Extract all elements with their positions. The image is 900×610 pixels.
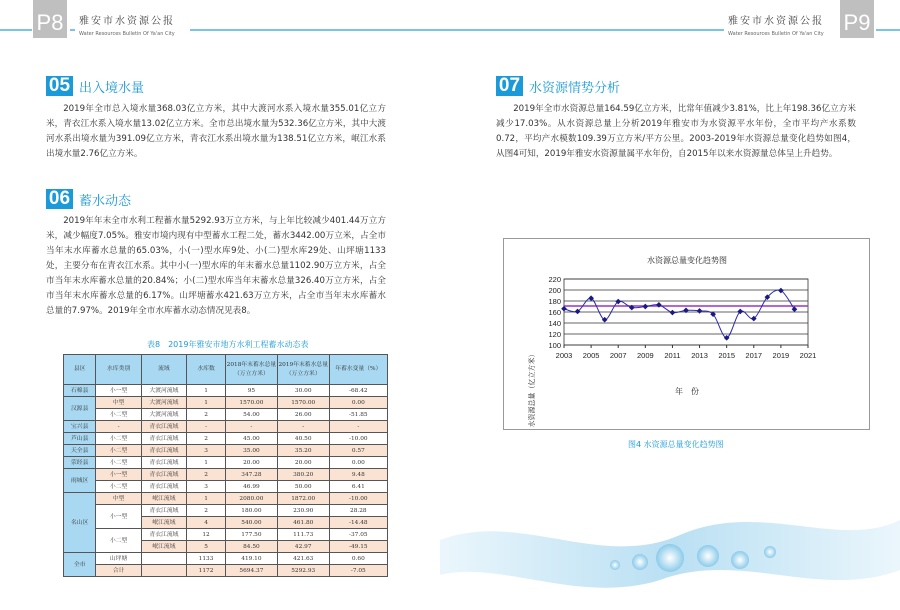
x-tick-label: 2011 (664, 351, 681, 360)
x-tick-label: 2017 (745, 351, 763, 360)
x-tick-label: 2005 (582, 351, 600, 360)
storage-2019-cell: 40.50 (277, 433, 329, 445)
table-row (64, 409, 388, 421)
section-title: 水资源情势分析 (529, 80, 621, 96)
column-header: 2018年末蓄水总量（万立方米） (225, 355, 277, 385)
water-splash-decoration (440, 480, 900, 610)
storage-2018-cell: 2080.00 (225, 493, 277, 505)
storage-2018-cell: 95 (225, 385, 277, 397)
y-tick-label: 160 (548, 308, 561, 317)
table-row (64, 433, 388, 445)
reservoir-count-cell: - (187, 421, 226, 433)
column-header: 年蓄水变量（%） (329, 355, 387, 385)
district-cell: 宝兴县 (64, 421, 96, 433)
table-row (64, 565, 388, 577)
district-cell: 全市 (64, 553, 96, 577)
storage-2019-cell: 26.00 (277, 409, 329, 421)
reservoir-type-cell: 小二型 (96, 457, 141, 469)
district-cell: 名山区 (64, 493, 96, 553)
reservoir-count-cell: 1133 (187, 553, 226, 565)
reservoir-count-cell: 1 (187, 397, 226, 409)
storage-2018-cell: 84.50 (225, 541, 277, 553)
chart-title: 水资源总量变化趋势图 (647, 256, 727, 265)
header-subtitle-left: Water Resources Bulletin Of Ya'an City (79, 31, 175, 37)
table-row (64, 469, 388, 481)
section-06-text: 2019年年末全市水利工程蓄水量5292.93万立方米，与上年比较减少401.44万立方米，减少幅度7.05%。雅安市境内现有中型蓄水工程二处，蓄水3442.00万立米，占全市当年末水库蓄水总量的65.03%，小(一)型水库9处、小(二)型水库29处、山坪塘1133处，主要分布在青衣江水系。其中小(一)型水库的年末蓄水总量1102.90万立方米，占全市当年末水库蓄水总量的20.84%；小(二)型水库当年末蓄水总量326.40万立方米，占全市当年末水库蓄水总量的6.17%。山坪塘蓄水421.63万立方米，占全市当年末水库蓄水总量的7.97%。2019年全市水库蓄水动态情况见表8。 (46, 216, 386, 316)
series-line (564, 290, 794, 338)
x-tick-label: 2003 (555, 351, 573, 360)
reservoir-type-cell: 中型 (96, 493, 141, 505)
reservoir-type-cell: 小二型 (96, 445, 141, 457)
data-point (643, 304, 649, 310)
table-row (64, 505, 388, 517)
storage-2018-cell: 45.00 (225, 433, 277, 445)
column-header: 水库类别 (96, 355, 141, 385)
reservoir-type-cell: 小二型 (96, 409, 141, 421)
data-point (697, 308, 703, 314)
y-tick-label: 100 (548, 341, 561, 350)
section-07-heading (496, 76, 620, 96)
district-cell: 天全县 (64, 445, 96, 457)
basin-cell: 大渡河流域 (141, 397, 186, 409)
table-row (64, 397, 388, 409)
storage-2018-cell: 54.00 (225, 409, 277, 421)
section-05-heading (46, 76, 144, 96)
storage-2018-cell: 180.00 (225, 505, 277, 517)
basin-cell: 岷江流域 (141, 493, 186, 505)
table-header-row (64, 355, 388, 385)
reservoir-count-cell: 1 (187, 457, 226, 469)
table-caption: 表8 2019年雅安市地方水利工程蓄水动态表 (147, 340, 309, 349)
x-tick-label: 2007 (609, 351, 627, 360)
change-cell: - (329, 421, 387, 433)
basin-cell: 青衣江流域 (141, 505, 186, 517)
table-row (64, 445, 388, 457)
change-cell: -51.85 (329, 409, 387, 421)
reservoir-type-cell: 小一型 (96, 505, 141, 529)
reservoir-type-cell: 小二型 (96, 529, 141, 553)
column-header: 水库数 (187, 355, 226, 385)
storage-2019-cell: 230.90 (277, 505, 329, 517)
change-cell: 28.28 (329, 505, 387, 517)
storage-2019-cell: 30.00 (277, 385, 329, 397)
change-cell: -10.00 (329, 493, 387, 505)
storage-2018-cell: - (225, 421, 277, 433)
storage-2019-cell: 461.80 (277, 517, 329, 529)
x-tick-label: 2009 (636, 351, 654, 360)
reservoir-count-cell: 4 (187, 517, 226, 529)
storage-2018-cell: 46.99 (225, 481, 277, 493)
table-row (64, 529, 388, 541)
section-title: 出入境水量 (79, 80, 145, 96)
x-tick-label: 2015 (718, 351, 736, 360)
header-title-left: 雅安市水资源公报 (79, 16, 175, 27)
x-tick-label: 2019 (772, 351, 790, 360)
reservoir-count-cell: 1172 (187, 565, 226, 577)
y-axis-label: 水资源总量（亿立方米） (528, 350, 536, 428)
storage-2018-cell: 419.10 (225, 553, 277, 565)
storage-2019-cell: 111.73 (277, 529, 329, 541)
reservoir-type-cell: 小二型 (96, 433, 141, 445)
data-point (670, 310, 676, 316)
header-subtitle-right: Water Resources Bulletin Of Ya'an City (728, 31, 824, 37)
table-row (64, 385, 388, 397)
header-rule-right (876, 29, 900, 31)
change-cell: 0.60 (329, 553, 387, 565)
data-point (792, 306, 798, 312)
section-number: 05 (46, 76, 73, 96)
y-tick-label: 120 (548, 330, 561, 339)
storage-2019-cell: 5292.93 (277, 565, 329, 577)
district-cell: 石棉县 (64, 385, 96, 397)
district-cell: 雨城区 (64, 469, 96, 493)
table-row (64, 493, 388, 505)
reservoir-count-cell: 3 (187, 445, 226, 457)
district-cell: 荥经县 (64, 457, 96, 469)
storage-2019-cell: 35.20 (277, 445, 329, 457)
storage-2018-cell: 177.50 (225, 529, 277, 541)
column-header: 2019年末蓄水总量（万立方米） (277, 355, 329, 385)
reservoir-count-cell: 1 (187, 385, 226, 397)
header-title-right: 雅安市水资源公报 (728, 16, 824, 27)
x-tick-label: 2013 (691, 351, 708, 360)
page-number-right: P9 (840, 0, 874, 38)
x-axis-label: 年 份 (675, 387, 699, 396)
storage-2019-cell: 20.00 (277, 457, 329, 469)
water-resources-trend-chart (504, 239, 871, 431)
basin-cell: 岷江流域 (141, 541, 186, 553)
change-cell: 0.00 (329, 397, 387, 409)
change-cell: 0.00 (329, 457, 387, 469)
storage-2018-cell: 20.00 (225, 457, 277, 469)
table-row (64, 553, 388, 565)
change-cell: -7.05 (329, 565, 387, 577)
chart-frame (503, 238, 870, 430)
basin-cell: 青衣江流域 (141, 529, 186, 541)
reservoir-count-cell: 2 (187, 409, 226, 421)
table-row (64, 457, 388, 469)
reservoir-type-cell: 合计 (96, 565, 141, 577)
reservoir-count-cell: 12 (187, 529, 226, 541)
reservoir-type-cell: 小二型 (96, 481, 141, 493)
reservoir-type-cell: 中型 (96, 397, 141, 409)
reservoir-count-cell: 1 (187, 493, 226, 505)
change-cell: -37.05 (329, 529, 387, 541)
page-number-left: P8 (33, 0, 67, 38)
reservoir-type-cell: 小一型 (96, 385, 141, 397)
header-rule-center (190, 29, 724, 31)
reservoir-type-cell: 小一型 (96, 469, 141, 481)
reservoir-count-cell: 5 (187, 541, 226, 553)
storage-2018-cell: 540.00 (225, 517, 277, 529)
reservoir-type-cell: - (96, 421, 141, 433)
basin-cell: 青衣江流域 (141, 421, 186, 433)
storage-2019-cell: 1570.00 (277, 397, 329, 409)
basin-cell: 青衣江流域 (141, 445, 186, 457)
basin-cell: 青衣江流域 (141, 457, 186, 469)
table-row (64, 481, 388, 493)
column-header: 流域 (141, 355, 186, 385)
change-cell: -49.15 (329, 541, 387, 553)
storage-2018-cell: 347.28 (225, 469, 277, 481)
reservoir-count-cell: 2 (187, 505, 226, 517)
reservoir-count-cell: 2 (187, 433, 226, 445)
y-tick-label: 140 (548, 319, 561, 328)
change-cell: -68.42 (329, 385, 387, 397)
basin-cell: 大渡河流域 (141, 385, 186, 397)
storage-2018-cell: 1570.00 (225, 397, 277, 409)
y-tick-label: 220 (548, 275, 561, 284)
storage-2019-cell: 421.63 (277, 553, 329, 565)
basin-cell (141, 553, 186, 565)
storage-2019-cell: 1872.00 (277, 493, 329, 505)
reservoir-count-cell: 2 (187, 469, 226, 481)
district-cell: 芦山县 (64, 433, 96, 445)
header-rule-left-small (70, 29, 75, 31)
section-number: 07 (496, 76, 523, 96)
section-06-heading (46, 189, 131, 209)
reservoir-storage-table (63, 354, 388, 577)
section-number: 06 (46, 189, 73, 209)
x-tick-label: 2021 (799, 351, 817, 360)
basin-cell: 岷江流域 (141, 517, 186, 529)
reservoir-type-cell: 山坪塘 (96, 553, 141, 565)
change-cell: -14.48 (329, 517, 387, 529)
change-cell: 9.48 (329, 469, 387, 481)
figure-caption: 图4 水资源总量变化趋势图 (628, 440, 724, 449)
section-07-text: 2019年全市水资源总量164.59亿立方米，比常年值减少3.81%，比上年198.36亿立方米减少17.03%。从水资源总量上分析2019年雅安市为水资源平水年份，全市平均产水系数0.72，平均产水模数109.39万立方米/平方公里。2003-2019年水资源总量变化趋势如图4，从图4可知，2019年雅安水资源量属平水年份，自2015年以来水资源量总体呈上升趋势。 (496, 104, 856, 159)
y-tick-label: 180 (548, 297, 561, 306)
storage-2019-cell: 50.00 (277, 481, 329, 493)
basin-cell: 大渡河流域 (141, 409, 186, 421)
table-row (64, 421, 388, 433)
y-tick-label: 200 (548, 286, 561, 295)
storage-2019-cell: 42.97 (277, 541, 329, 553)
header-rule-left (0, 29, 32, 31)
change-cell: 0.57 (329, 445, 387, 457)
column-header: 县区 (64, 355, 96, 385)
reservoir-count-cell: 3 (187, 481, 226, 493)
basin-cell: 青衣江流域 (141, 481, 186, 493)
change-cell: -10.00 (329, 433, 387, 445)
basin-cell: 青衣江流域 (141, 433, 186, 445)
data-point (561, 306, 567, 312)
storage-2019-cell: 380.20 (277, 469, 329, 481)
section-title: 蓄水动态 (79, 193, 132, 209)
district-cell: 汉源县 (64, 397, 96, 421)
storage-2019-cell: - (277, 421, 329, 433)
data-point (656, 302, 662, 308)
basin-cell: 青衣江流域 (141, 469, 186, 481)
storage-2018-cell: 35.00 (225, 445, 277, 457)
storage-2018-cell: 5694.37 (225, 565, 277, 577)
section-05-text: 2019年全市总入境水量368.03亿立方米，其中大渡河水系入境水量355.01亿立方米，青衣江水系入境水量13.02亿立方米。全市总出境水量为532.36亿立方米，其中大渡河水系出境水量为391.09亿立方米，青衣江水系出境水量为138.51亿立方米，岷江水系出境水量2.76亿立方米。 (46, 104, 386, 159)
basin-cell (141, 565, 186, 577)
change-cell: 6.41 (329, 481, 387, 493)
